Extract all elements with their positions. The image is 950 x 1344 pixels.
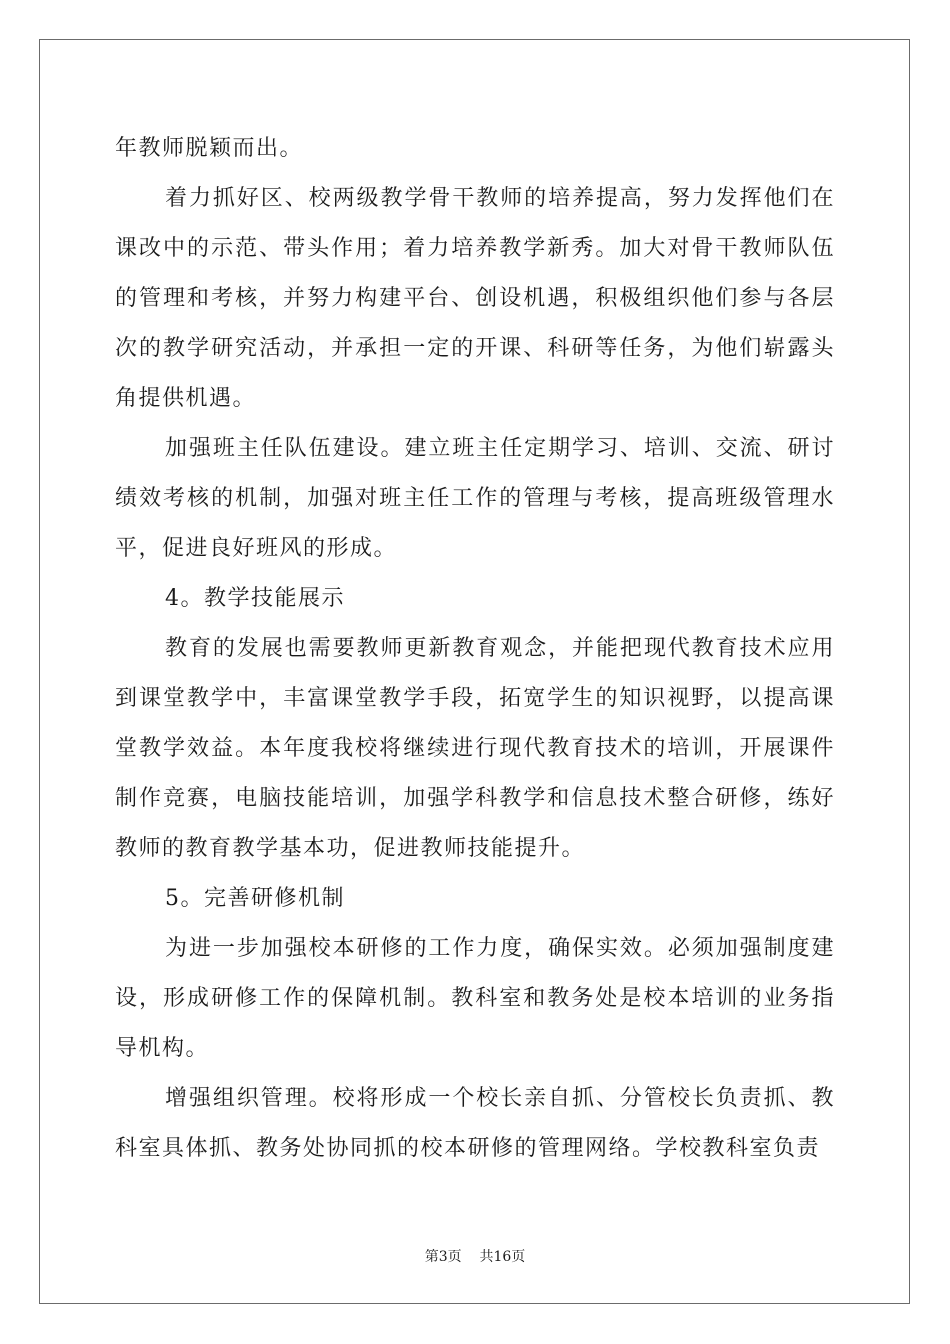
paragraph: 年教师脱颖而出。 — [115, 136, 304, 161]
paragraph: 着力抓好区、校两级教学骨干教师的培养提高，努力发挥他们在课改中的示范、带头作用；着力培养教学新秀。加大对骨干教师队伍的管理和考核，并努力构建平台、创设机遇，积极组织他们参与各层次的教学研究活动，并承担一定的开课、科研等任务，为他们崭露头角提供机遇。 — [115, 186, 835, 411]
section-heading: 4。教学技能展示 — [165, 586, 345, 611]
section-heading: 5。完善研修机制 — [165, 886, 345, 911]
paragraph: 为进一步加强校本研修的工作力度，确保实效。必须加强制度建设，形成研修工作的保障机制。教科室和教务处是校本培训的业务指导机构。 — [115, 936, 835, 1061]
page-total: 共16页 — [479, 1249, 526, 1265]
paragraph: 增强组织管理。校将形成一个校长亲自抓、分管校长负责抓、教科室具体抓、教务处协同抓的校本研修的管理网络。学校教科室负责 — [115, 1086, 835, 1161]
paragraph: 教育的发展也需要教师更新教育观念，并能把现代教育技术应用到课堂教学中，丰富课堂教学手段，拓宽学生的知识视野，以提高课堂教学效益。本年度我校将继续进行现代教育技术的培训，开展课件制作竞赛，电脑技能培训，加强学科教学和信息技术整合研修，练好教师的教育教学基本功，促进教师技能提升。 — [115, 636, 835, 861]
page-footer — [0, 1246, 950, 1266]
page-number: 第3页 — [424, 1249, 462, 1265]
paragraph: 加强班主任队伍建设。建立班主任定期学习、培训、交流、研讨绩效考核的机制，加强对班主任工作的管理与考核，提高班级管理水平，促进良好班风的形成。 — [115, 436, 835, 561]
document-body — [115, 124, 835, 1174]
